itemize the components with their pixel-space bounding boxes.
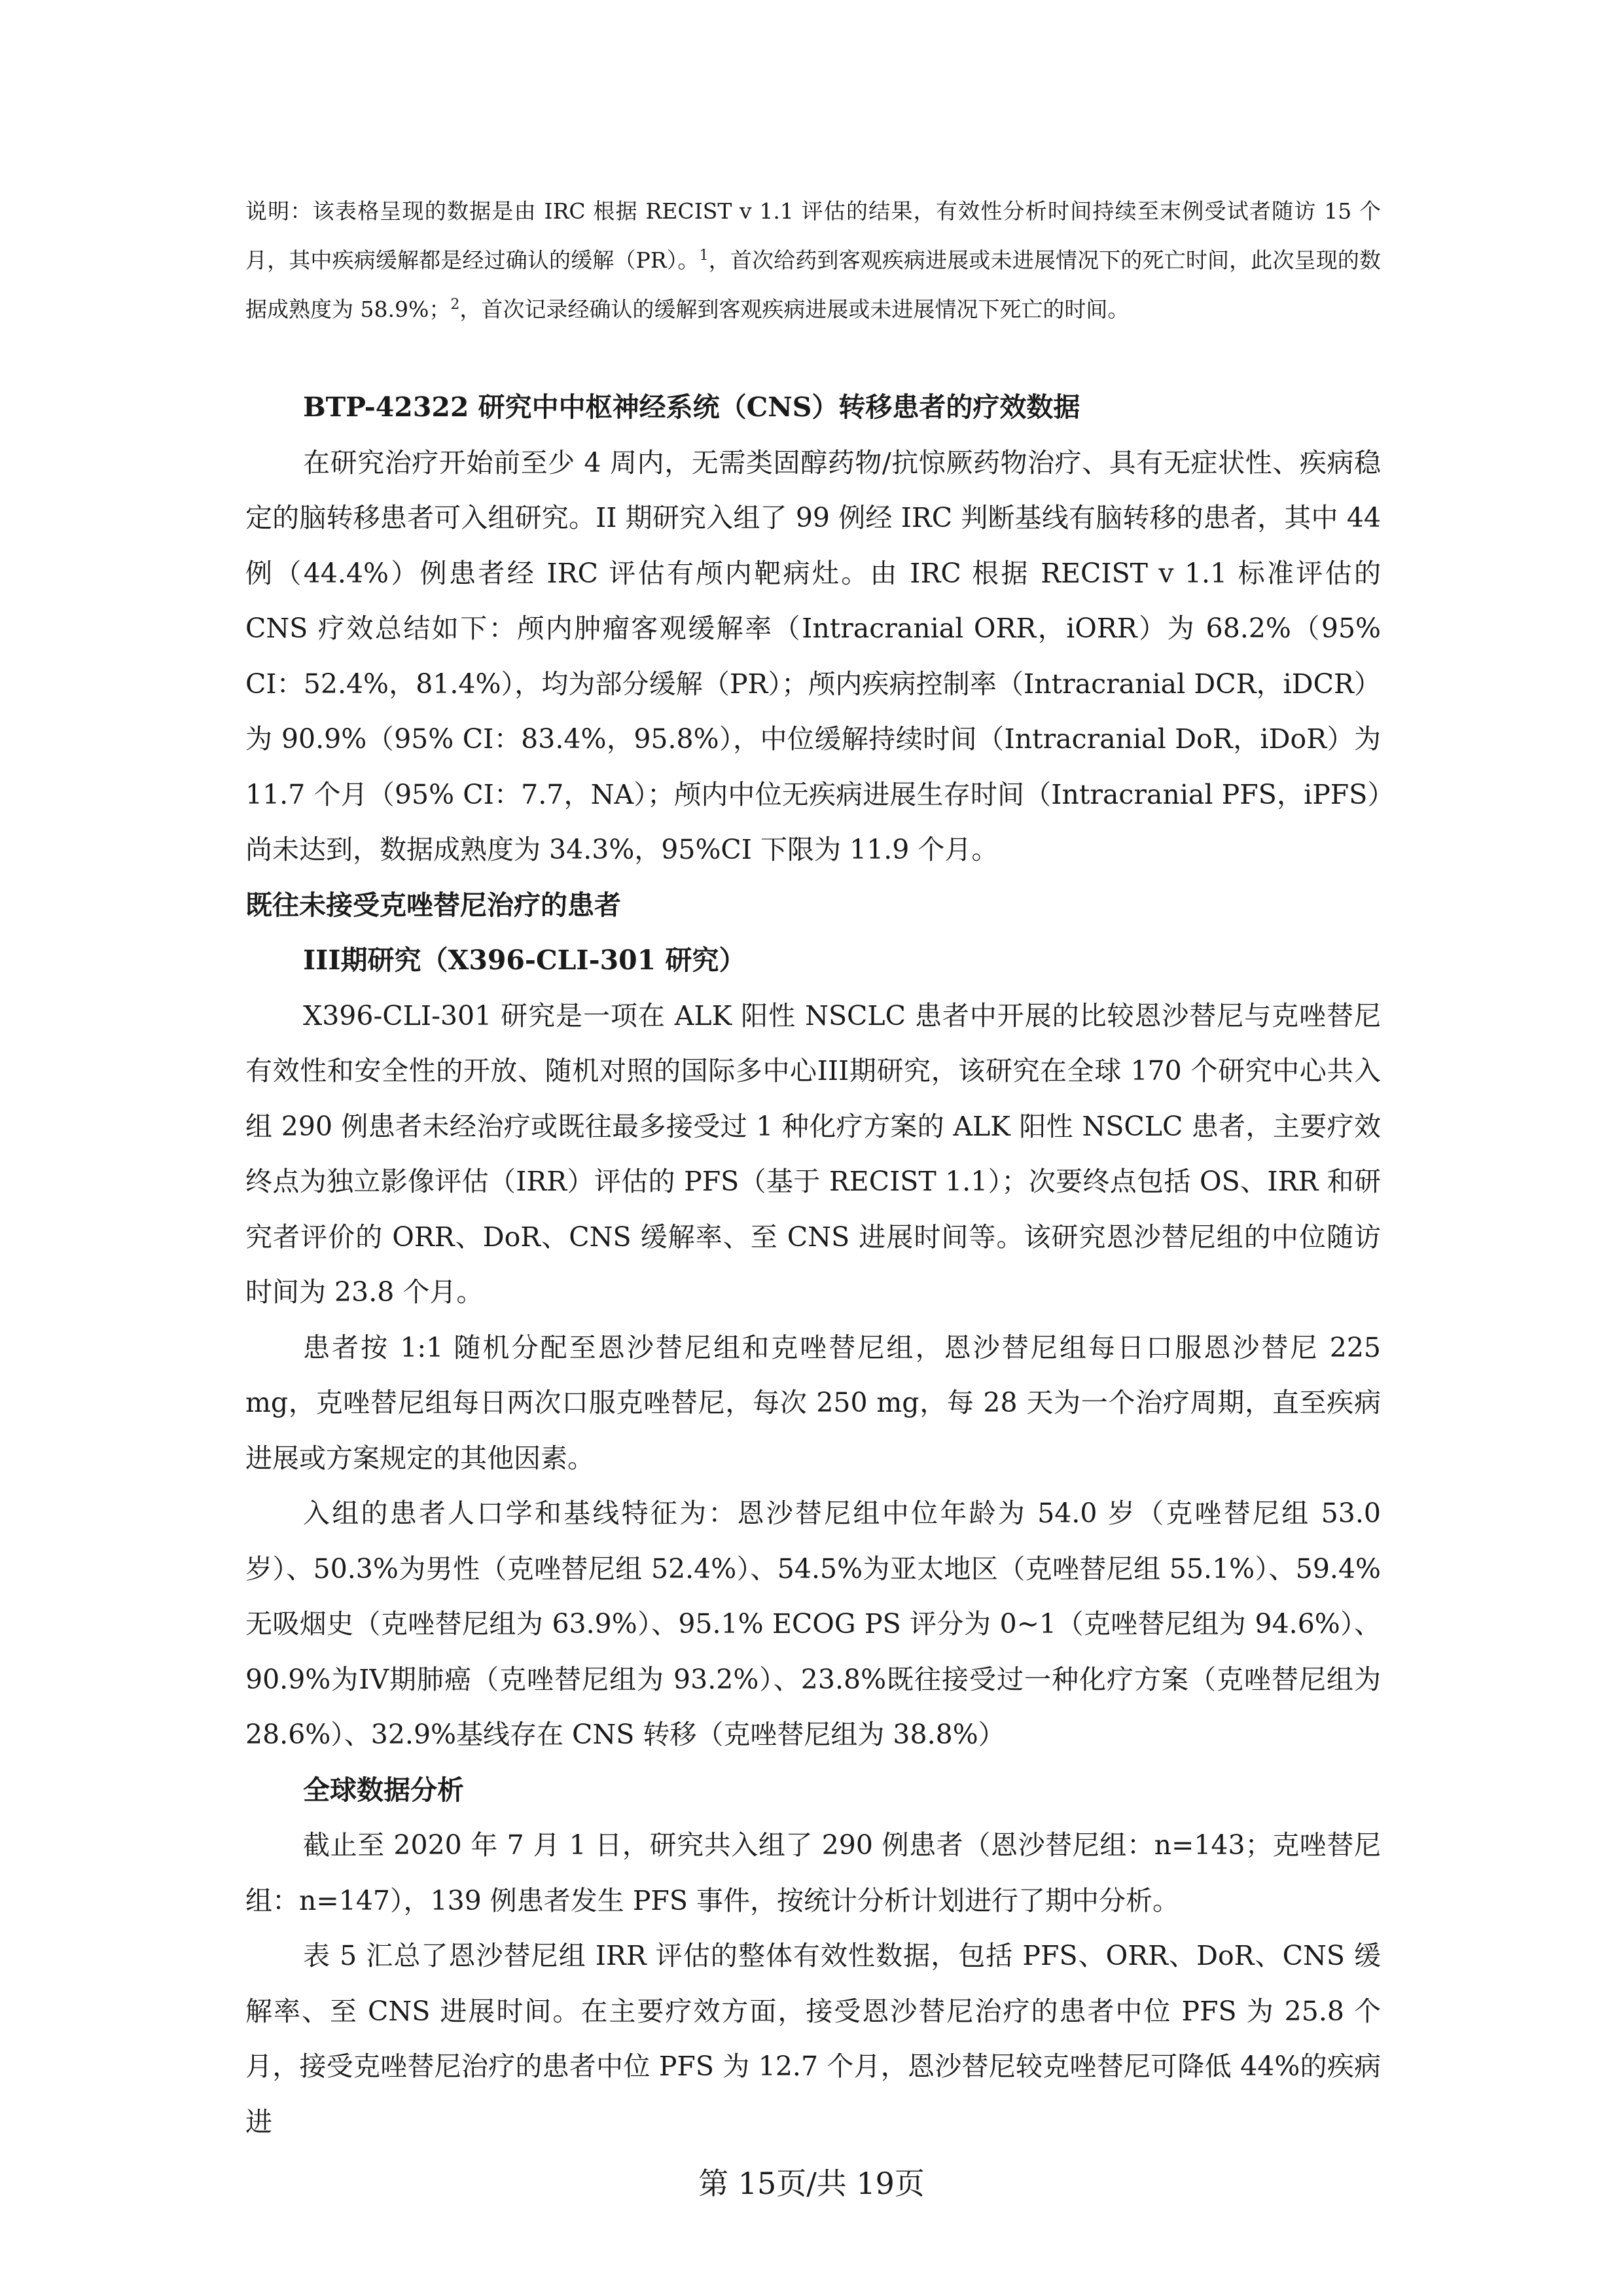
- paragraph-cns: 在研究治疗开始前至少 4 周内，无需类固醇药物/抗惊厥药物治疗、具有无症状性、疾病稳定的脑转移患者可入组研究。II 期研究入组了 99 例经 IRC 判断基线有脑转移的患者，其中 44 例（44.4%）例患者经 IRC 评估有颅内靶病灶。由 IRC 根据 RECIST v 1.1 标准评估的 CNS 疗效总结如下：颅内肿瘤客观缓解率（Intracranial ORR，iORR）为 68.2%（95% CI：52.4%，81.4%），均为部分缓解（PR）；颅内疾病控制率（Intracranial DCR，iDCR）为 90.9%（95% CI：83.4%，95.8%），中位缓解持续时间（Intracranial DoR，iDoR）为 11.7 个月（95% CI：7.7，NA）；颅内中位无疾病进展生存时间（Intracranial PFS，iPFS）尚未达到，数据成熟度为 34.3%，95%CI 下限为 11.9 个月。: [245, 446, 1381, 865]
- table-footnote: [245, 187, 1381, 334]
- footnote-text: 说明：该表格呈现的数据是由 IRC 根据 RECIST v 1.1 评估的结果，有效性分析时间持续至末例受试者随访 15 个月，其中疾病缓解都是经过确认的缓解（PR）。: [245, 198, 1381, 273]
- section-heading-phase3: III期研究（X396-CLI-301 研究）: [303, 944, 746, 976]
- footnote-paragraph: [245, 187, 1381, 334]
- footnote-text: ，首次给药到客观疾病进展或未进展情况下的死亡时间，此次呈现的数据成熟度为 58.9%；: [245, 247, 1381, 322]
- main-content: [245, 380, 1381, 2149]
- footnote-marker: 2: [450, 296, 460, 313]
- paragraph-phase3-design: X396-CLI-301 研究是一项在 ALK 阳性 NSCLC 患者中开展的比较恩沙替尼与克唑替尼有效性和安全性的开放、随机对照的国际多中心III期研究，该研究在全球 170 个研究中心共入组 290 例患者未经治疗或既往最多接受过 1 种化疗方案的 ALK 阳性 NSCLC 患者，主要疗效终点为独立影像评估（IRR）评估的 PFS（基于 RECIST 1.1）；次要终点包括 OS、IRR 和研究者评价的 ORR、DoR、CNS 缓解率、至 CNS 进展时间等。该研究恩沙替尼组的中位随访时间为 23.8 个月。: [245, 999, 1381, 1308]
- page-number: 第 15页/共 19页: [698, 2166, 925, 2201]
- footnote-marker: 1: [699, 247, 709, 264]
- paragraph-global-enrollment: 截止至 2020 年 7 月 1 日，研究共入组了 290 例患者（恩沙替尼组：n=143；克唑替尼组：n=147），139 例患者发生 PFS 事件，按统计分析计划进行了期中分析。: [245, 1829, 1381, 1916]
- section-heading-global: 全球数据分析: [303, 1774, 464, 1806]
- paragraph-global-efficacy: 表 5 汇总了恩沙替尼组 IRR 评估的整体有效性数据，包括 PFS、ORR、DoR、CNS 缓解率、至 CNS 进展时间。在主要疗效方面，接受恩沙替尼治疗的患者中位 PFS 为 25.8 个月，接受克唑替尼治疗的患者中位 PFS 为 12.7 个月，恩沙替尼较克唑替尼可降低 44%的疾病进: [245, 1940, 1381, 2138]
- section-heading-naive: 既往未接受克唑替尼治疗的患者: [245, 889, 621, 921]
- paragraph-phase3-baseline: 入组的患者人口学和基线特征为：恩沙替尼组中位年龄为 54.0 岁（克唑替尼组 53.0 岁）、50.3%为男性（克唑替尼组 52.4%）、54.5%为亚太地区（克唑替尼组 55.1%）、59.4%无吸烟史（克唑替尼组为 63.9%）、95.1% ECOG PS 评分为 0~1（克唑替尼组为 94.6%）、90.9%为IV期肺癌（克唑替尼组为 93.2%）、23.8%既往接受过一种化疗方案（克唑替尼组为 28.6%）、32.9%基线存在 CNS 转移（克唑替尼组为 38.8%）: [245, 1498, 1381, 1750]
- paragraph-phase3-randomization: 患者按 1:1 随机分配至恩沙替尼组和克唑替尼组，恩沙替尼组每日口服恩沙替尼 225 mg，克唑替尼组每日两次口服克唑替尼，每次 250 mg，每 28 天为一个治疗周期，直至疾病进展或方案规定的其他因素。: [245, 1331, 1381, 1474]
- section-heading-cns: BTP-42322 研究中中枢神经系统（CNS）转移患者的疗效数据: [303, 391, 1080, 423]
- footnote-text: ，首次记录经确认的缓解到客观疾病进展或未进展情况下死亡的时间。: [459, 296, 1130, 322]
